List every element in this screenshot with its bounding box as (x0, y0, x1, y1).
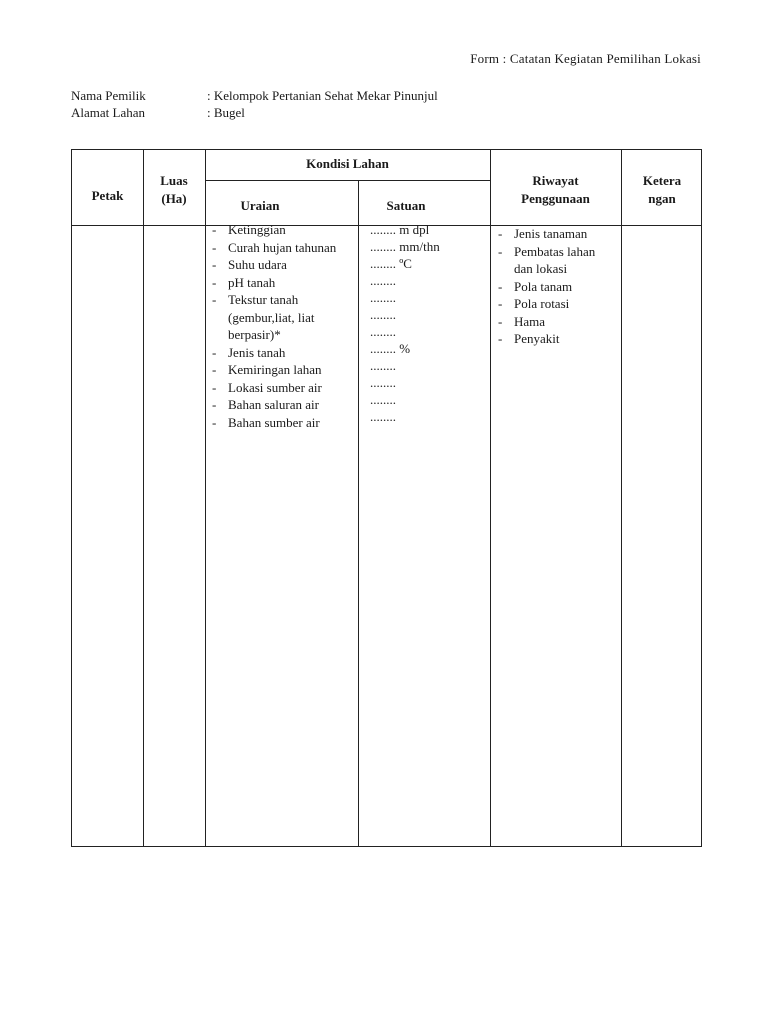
form-title: Form : Catatan Kegiatan Pemilihan Lokasi (470, 51, 701, 66)
header-keterangan (621, 172, 703, 207)
owner-value: : Kelompok Pertanian Sehat Mekar Pinunjul (207, 88, 438, 103)
list-item: ........ m dpl (370, 222, 430, 237)
header-riwayat-line1: Riwayat (532, 173, 579, 188)
table-divider (205, 150, 206, 846)
list-item: ........ (370, 358, 396, 373)
header-luas (143, 172, 205, 207)
list-item: - Tekstur tanah (gembur,liat, liat berpasir)* (212, 291, 352, 344)
list-item: ........ (370, 392, 396, 407)
list-item: - Ketinggian (212, 221, 352, 239)
uraian-list (212, 221, 352, 431)
header-petak: Petak (91, 188, 124, 203)
list-item: ........ (370, 375, 396, 390)
table-divider (205, 180, 490, 181)
list-item: - Hama (498, 313, 616, 331)
land-condition-table (71, 149, 702, 847)
list-item: ........ (370, 273, 396, 288)
list-item: ........ mm/thn (370, 239, 440, 254)
list-item: ........ (370, 409, 396, 424)
header-luas-line1: Luas (160, 173, 188, 188)
list-item: - Bahan saluran air (212, 396, 352, 414)
riwayat-list (498, 225, 616, 348)
header-luas-line2: (Ha) (161, 190, 187, 206)
list-item: ........ (370, 324, 396, 339)
owner-label: Nama Pemilik (71, 88, 146, 103)
header-riwayat (490, 172, 621, 207)
address-label: Alamat Lahan (71, 105, 145, 120)
list-item: - Lokasi sumber air (212, 379, 352, 397)
list-item: - Bahan sumber air (212, 414, 352, 432)
list-item: ........ (370, 307, 396, 322)
satuan-cell (370, 221, 486, 425)
list-item: - Curah hujan tahunan (212, 239, 352, 257)
header-uraian: Uraian (240, 198, 280, 213)
list-item: ........ ºC (370, 256, 412, 271)
list-item: ........ % (370, 341, 411, 356)
list-item: - Penyakit (498, 330, 616, 348)
list-item: - Jenis tanah (212, 344, 352, 362)
list-item: ........ (370, 290, 396, 305)
riwayat-cell (498, 225, 616, 348)
table-divider (621, 150, 622, 846)
uraian-cell (212, 221, 352, 431)
header-satuan: Satuan (386, 198, 426, 213)
table-divider (143, 150, 144, 846)
list-item: - pH tanah (212, 274, 352, 292)
table-divider (358, 180, 359, 846)
list-item: - Suhu udara (212, 256, 352, 274)
list-item: - Pola rotasi (498, 295, 616, 313)
list-item: - Kemiringan lahan (212, 361, 352, 379)
address-value: : Bugel (207, 105, 245, 120)
header-riwayat-line2: Penggunaan (521, 190, 590, 206)
list-item: - Pola tanam (498, 278, 616, 296)
list-item: - Pembatas lahan dan lokasi (498, 243, 616, 278)
header-keterangan-line1: Ketera (642, 173, 682, 188)
header-keterangan-line2: ngan (648, 190, 676, 206)
list-item: - Jenis tanaman (498, 225, 616, 243)
table-divider (490, 150, 491, 846)
header-kondisi-lahan: Kondisi Lahan (306, 156, 389, 171)
